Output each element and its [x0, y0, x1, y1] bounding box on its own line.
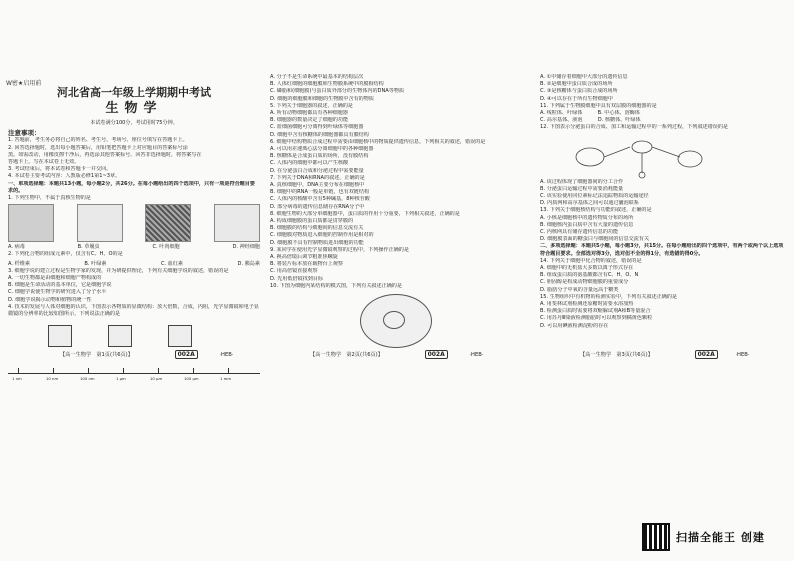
question-3: 3. 细胞学说的建立过程是生物学家的发现，并为研提供理论，下列有关细胞学说的叙述，错误的是	[8, 267, 229, 274]
text-line: A. 用斐林试剂检测还原糖时需要水浴加热	[540, 301, 634, 308]
text-line: D. ④可以存在于所有生物细胞中	[540, 95, 613, 102]
question-1-options	[8, 244, 260, 251]
text-line: D. 部分病毒的遗传信息储存在RNA分子中	[270, 203, 365, 210]
paper-code-badge: 002A	[695, 350, 718, 359]
text-line: 11. 下列属于生物膜细胞中具有双层膜的细胞器的是	[540, 102, 657, 109]
leaf-cell-image	[145, 204, 191, 242]
text-line: C. 高尔基体、液泡 D. 核糖体、叶绿体	[540, 117, 641, 124]
text-line: D. 细胞膜不具有控制物质进出细胞的功能	[270, 239, 364, 246]
scale-tick	[88, 368, 89, 374]
text-line: 10. 下图为细胞内某结构的模式图，下列有关叙述正确的是	[270, 282, 402, 289]
text-line: A. 该过程体现了细胞器间的分工合作	[540, 178, 624, 185]
footer-code: ·HEB·	[469, 352, 484, 358]
option: B. 细胞是生命活动的基本单位，它是细胞学说	[8, 282, 112, 289]
scale-tick	[228, 368, 229, 374]
page-2	[270, 74, 532, 348]
text-line: D. 在分泌蛋白合成和分泌过程中需要能量	[270, 167, 364, 174]
footer-text: 【高一生物学 第3页(共6页)】	[580, 352, 653, 358]
text-line: C. 用苏丹Ⅲ染液检测脂肪时可以观察到橘黄色颗粒	[540, 315, 653, 322]
text-line: B. 细胞核内蛋白质中含有大量的遗传信息	[540, 221, 634, 228]
paramecium-image	[77, 204, 123, 242]
scale-label: 10 nm	[46, 376, 59, 382]
footer-text: 【高一生物学 第2页(共6页)】	[310, 352, 383, 358]
text-line: 8. 细胞生物的大部分单细胞器中，蛋白质的作用十分重要，下列相关叙述，正确的是	[270, 210, 460, 217]
page-2-footer	[310, 350, 483, 359]
scale-tick	[193, 368, 194, 374]
footer-code: ·HEB·	[735, 352, 750, 358]
notice-line: 1. 答题前，考生务必将自己的姓名、考生号、考场号、座位号填写在答题卡上。	[8, 137, 188, 144]
text-line: D. 细胞中含有核糖体的细胞器都具有膜结构	[270, 131, 369, 138]
text-line: 12. 下图表示分泌蛋白的合成、加工和运输过程中的一系列过程，下列叙述错误的是	[540, 124, 729, 131]
text-line: B. 细胞中的RNA一般是单链，也有双链结构	[270, 189, 370, 196]
option: D. 神经细胞	[232, 244, 260, 251]
option: A. 纤维素	[8, 260, 30, 267]
page-3-footer	[580, 350, 749, 359]
nucleus-shape	[383, 311, 405, 329]
paper-code-badge: 002A	[175, 350, 198, 359]
notice-line: 4. 本试卷主要考试内容：人教版必修1第1~3章。	[8, 173, 121, 180]
text-line: 15. 生物组织中有机物的检测实验中，下列有关叙述正确的是	[540, 293, 678, 300]
scale-tick	[123, 368, 124, 374]
text-line: B. ②是细胞中蛋白质合成的场所	[540, 81, 613, 88]
text-line: D. 脂肪分子中氧的含量远高于糖类	[540, 286, 619, 293]
text-line: D. 内质网和高尔基体之间可以通过囊泡联系	[540, 200, 639, 207]
page-1	[8, 68, 260, 382]
text-line: C. 胆固醇是构成动物细胞膜的重要成分	[540, 279, 629, 286]
confidential-mark: W密★启用前	[6, 80, 42, 87]
secretion-pathway-diagram	[570, 135, 784, 179]
resolution-scale-diagram	[8, 321, 260, 382]
pathway-svg	[570, 135, 710, 179]
option: D. 细胞学说揭示动物和植物的统一性	[8, 296, 92, 303]
text-line: A. ①中储存着细胞中大部分的遗传信息	[540, 74, 628, 80]
text-line: 14. 下列关于细胞中化合物的叙述，错误的是	[540, 257, 642, 264]
text-line: 6. 细胞中结构物质合成过程中需要由细胞核中的物质提供遗传信息，下列相关的叙述，错误的是	[270, 138, 486, 145]
text-line: C. 用高倍镜直接观察	[270, 268, 318, 275]
paper-code-badge: 002A	[425, 350, 448, 359]
question-1: 1. 下列生物中，不属于真核生物的是	[8, 195, 91, 202]
text-line: C. 人体内的核酸中含有5种碱基，8种核苷酸	[270, 196, 370, 203]
scale-figure	[168, 325, 192, 347]
exam-title: 河北省高一年级上学期期中考试	[57, 86, 211, 99]
text-line: B. 核糖体是合成蛋白质的场所，没有膜结构	[270, 153, 369, 160]
page-1-footer	[60, 350, 233, 359]
option: B. 草履虫	[77, 244, 100, 251]
option: C. 血红素	[160, 260, 184, 267]
text-line: A. 线粒体、叶绿体 B. 中心体、溶酶体	[540, 110, 640, 117]
exam-note: 本试卷满分100分，考试用时75分钟。	[90, 120, 178, 126]
text-line: A. 换高倍镜后调节粗准焦螺旋	[270, 254, 338, 261]
text-line: D. 细胞的细胞膜和细胞的生物膜中含有的物质	[270, 95, 374, 102]
neuron-image	[214, 204, 260, 242]
option: B. 叶绿素	[84, 260, 107, 267]
scale-label: 100 μm	[184, 376, 199, 382]
text-line: C. 蓝细菌细胞可分离得到叶绿体等细胞器	[270, 124, 364, 131]
cell-structure-figure	[360, 294, 432, 348]
text-line: 5. 下列关于细胞器的叙述，正确的是	[270, 102, 353, 109]
text-line: B. 分泌蛋白运输过程中需要消耗能量	[540, 185, 624, 192]
text-line: B. 检测蛋白质时需要将双缩脲试剂A和B等量混合	[540, 308, 651, 315]
option: C. 细胞学说使生物学的研究进入了分子水平	[8, 289, 107, 296]
scale-label: 1 mm	[220, 376, 232, 382]
scale-figure	[108, 325, 132, 347]
scale-tick	[53, 368, 54, 374]
notice-line: 黑。如需改动，用橡皮擦干净后，再选涂其他答案标号。回答非选择题时，将答案写在	[8, 151, 202, 158]
text-line: D. 可以用碘液检测淀粉的存在	[540, 322, 609, 329]
text-line: A. 细胞中的无机盐大多数以离子形式存在	[540, 265, 634, 272]
watermark-text: 扫描全能王 创建	[676, 531, 765, 544]
footer-code: ·HEB·	[219, 352, 234, 358]
text-line: A. 所有动物细胞都具有各种细胞器	[270, 110, 348, 117]
scale-label: 100 nm	[80, 376, 95, 382]
text-line: A. 真核细胞中，DNA主要分布在细胞核中	[270, 182, 365, 189]
scale-label: 1 μm	[116, 376, 126, 382]
scale-label: 10 μm	[150, 376, 163, 382]
text-line: C. ③是核糖体与蛋白质合成的场所	[540, 88, 618, 95]
option: C. 叶肉细胞	[152, 244, 180, 251]
option: A. 一切生物都是由细胞和细胞产物构成的	[8, 275, 102, 282]
text-line: B. 人体红细胞的细胞膜和生物膜系统中的膜相结构	[270, 81, 384, 88]
scanner-watermark	[642, 523, 765, 551]
section-1-heading: 一、单项选择题：本题共13小题，每小题2分，共26分。在每小题给出的四个选项中，只有一项是符合题目要求的。	[8, 180, 255, 194]
text-line: 13. 下列关于细胞核结构与功能的叙述，正确的是	[540, 207, 652, 214]
text-line: C. 该实验使用同位素标记法追踪物质的运输途径	[540, 193, 649, 200]
text-line: 7. 下列关于DNA和RNA的叙述，正确的是	[270, 174, 365, 181]
notice-line: 2. 回答选择题时，选出每小题答案后，用铅笔把答题卡上对应题目的答案标号涂	[8, 144, 188, 151]
text-line: C. 磷脂和(细胞膜)与蛋白质外部分的生物体内的DNA等物质	[270, 88, 405, 95]
option: D. 胰岛素	[237, 260, 260, 267]
text-line: B. 细胞器的数量决定了细胞的功能	[270, 117, 349, 124]
footer-text: 【高一生物学 第1页(共6页)】	[60, 352, 133, 358]
question-4: 4. 技术的发展与人体对细胞的认识，下图表示各物质的显微结构：放大倍数，合成，内阻，光学显微镜和电子显微镜的分辨率的比较如图所示，下列说法正确的是	[8, 303, 259, 318]
virus-image	[8, 204, 54, 242]
text-line: B. 组成蛋白质的氨基酸都含有C、H、O、N	[540, 272, 639, 279]
notice-line: 答题卡上。写在本试卷上无效。	[8, 159, 80, 166]
text-line: 9. 某同学在使用光学显微镜观察的过程中，下列操作正确的是	[270, 246, 409, 253]
text-line: A. 构成细胞膜的蛋白质都是贯穿膜的	[270, 218, 354, 225]
text-line: A. 可以用差速离心法分离细胞中的各种细胞器	[270, 146, 374, 153]
scale-figure	[48, 325, 72, 347]
text-line: D. 先用低倍镜找到目标	[270, 275, 324, 282]
question-2: 2. 下列化合物的组成元素中，仅含有C、H、O的是	[8, 251, 123, 258]
scale-tick	[18, 368, 19, 374]
notice-heading: 注意事项：	[8, 129, 41, 138]
qr-code-icon	[642, 523, 670, 551]
option: A. 病毒	[8, 244, 25, 251]
question-2-options	[8, 261, 260, 268]
text-line: D. 细胞膜表面的糖蛋白与细胞间的信息交流有关	[540, 236, 650, 243]
text-line: C. 人体内的细胞中都可以产生核酸	[270, 160, 349, 167]
question-1-images	[8, 204, 260, 242]
subject-title: 生物学	[105, 101, 163, 116]
text-line: B. 细胞膜的结构与细胞间的信息交流有关	[270, 225, 364, 232]
text-line: C. 细胞膜对物质进入细胞的控制作用是相对的	[270, 232, 374, 239]
text-line: C. 内核网具有储存遗传信息的功能	[540, 229, 619, 236]
section-2-heading: 二、多项选择题：本题共5小题，每小题3分，共15分。在每小题给出的四个选项中，有两个或两个以上选项符合题目要求。全部选对得3分，选对但不全的得1分，有选错的得0分。	[540, 243, 784, 257]
scale-tick	[158, 368, 159, 374]
notice-line: 3. 考试结束后，将本试卷和答题卡一并交回。	[8, 166, 112, 173]
text-line: A. 分子不是生命系统中最基本的结构层次	[270, 74, 364, 80]
scale-label: 1 nm	[12, 376, 22, 382]
text-line: A. 小核是细胞核中的遗传物质分布的场所	[540, 214, 634, 221]
page-3	[540, 74, 784, 330]
text-line: B. 将装片标本放在载物台上观察	[270, 261, 343, 268]
